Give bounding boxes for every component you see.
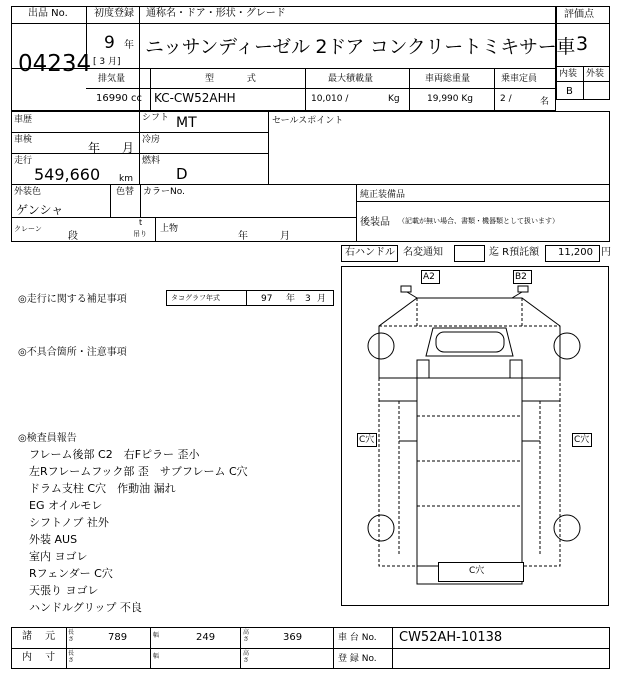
tachograph-year: 97 (261, 294, 273, 304)
inner-length-label: 長さ (68, 650, 75, 664)
specs-label: 諸 元 (22, 631, 56, 642)
mileage-value: 549,660 (34, 165, 101, 184)
inner-dims-label: 内 寸 (22, 652, 56, 663)
sales-point-label: セールスポイント (272, 116, 344, 126)
inner-width-label: 幅 (153, 653, 160, 660)
note-line: 左Rフレームフック部 歪 サブフレーム C穴 (29, 465, 248, 478)
aftermarket-note: （記載が無い場合、書類・機器類として扱います） (398, 217, 559, 225)
note-line: 室内 ヨゴレ (29, 550, 88, 563)
registration-number-label: 登 録 No. (338, 654, 377, 664)
inspector-report-label: ◎検査員報告 (18, 433, 77, 444)
inspector-notes (29, 446, 248, 616)
damage-rear-label: C穴 (469, 566, 485, 576)
damage-left-label: C穴 (359, 435, 375, 445)
max-load-label: 最大積載量 (328, 74, 374, 84)
inspection-label: 車検 (14, 135, 33, 145)
genuine-equipment-label: 純正装備品 (360, 190, 406, 200)
max-load-unit: Kg (388, 94, 400, 104)
width-label: 幅 (153, 632, 160, 639)
capacity-label: 乗車定員 (501, 74, 538, 84)
crane-stage: 段 (68, 231, 78, 242)
height-label: 高さ (243, 629, 250, 643)
model-value: KC-CW52AHH (154, 91, 236, 105)
chassis-label: 車 台 No. (338, 633, 377, 643)
registration-year: 9 (104, 33, 115, 53)
registration-year-unit: 年 (124, 40, 134, 51)
recycle-deposit-label: 迄 R預託額 (489, 247, 540, 258)
car-name: ニッサンディーゼル 2ドア コンクリートミキサー車 (145, 36, 576, 58)
color-value: ゲンシャ (16, 203, 64, 217)
tachograph-month-unit: 月 (317, 294, 327, 304)
interior-grade-label: 内装 (559, 69, 578, 79)
crane-label: クレーン (14, 225, 42, 233)
cargo-month: 月 (280, 231, 290, 242)
displacement-value: 16990 cc (96, 93, 142, 104)
handle-position: 右ハンドル (345, 247, 395, 258)
note-line: 天張り ヨゴレ (29, 584, 99, 597)
deposit-value: 11,200 (558, 247, 593, 258)
deposit-unit: 円 (601, 247, 611, 258)
crane-lift: 吊り (133, 230, 147, 238)
defects-label: ◎不具合箇所・注意事項 (18, 347, 127, 358)
color-label: 外装色 (14, 187, 42, 197)
damage-a2-label: A2 (423, 272, 435, 282)
note-line: フレーム後部 C2 右Fピラー 歪小 (29, 448, 200, 461)
lot-number-label: 出品 No. (28, 8, 68, 19)
aircon-label: 冷房 (142, 135, 161, 145)
note-line: Rフェンダー C穴 (29, 567, 113, 580)
displacement-label: 排気量 (98, 74, 126, 84)
aftermarket-label: 後装品 (360, 217, 390, 228)
note-line: EG オイルモレ (29, 499, 103, 512)
length-value: 789 (108, 632, 128, 643)
interior-grade-value: B (566, 86, 573, 97)
fuel-value: D (176, 165, 188, 183)
name-change-box (454, 245, 485, 262)
capacity-value: 2 / (500, 94, 512, 104)
color-change-label: 色替 (116, 187, 135, 197)
note-line: ハンドルグリップ 不良 (29, 601, 142, 614)
color-number-label: カラーNo. (143, 187, 185, 197)
mileage-label: 走行 (14, 156, 33, 166)
history-label: 車歴 (14, 115, 33, 125)
model-label: 型 式 (205, 74, 256, 84)
capacity-unit: 名 (540, 97, 550, 107)
mileage-unit: km (119, 174, 133, 184)
tachograph-label: タコグラフ年式 (171, 294, 220, 302)
note-line: ドラム支柱 C穴 作動油 漏れ (29, 482, 176, 495)
inner-height-label: 高さ (243, 650, 250, 664)
evaluation-label: 評価点 (564, 9, 594, 20)
fuel-label: 燃料 (142, 156, 161, 166)
damage-right-label: C穴 (574, 435, 590, 445)
gross-weight-value: 19,990 Kg (427, 94, 473, 104)
note-line: 外装 AUS (29, 533, 78, 546)
name-change-label: 名変通知 (403, 247, 443, 258)
inspection-month: 月 (122, 141, 135, 155)
shift-label: シフト (142, 113, 170, 123)
tachograph-month: 3 (305, 294, 311, 304)
max-load-value: 10,010 / (311, 94, 349, 104)
registration-month: [ 3 月] (93, 57, 121, 67)
length-label: 長さ (68, 629, 75, 643)
evaluation-score: 3 (576, 33, 589, 55)
lot-number: 04234 (18, 51, 92, 77)
car-name-label: 通称名・ドア・形状・グレード (146, 8, 286, 19)
width-value: 249 (196, 632, 216, 643)
shift-value: MT (176, 115, 197, 131)
chassis-number: CW52AH-10138 (399, 630, 503, 645)
cargo-label: 上物 (160, 224, 179, 234)
tachograph-year-unit: 年 (286, 294, 296, 304)
first-registration-label: 初度登録 (94, 8, 134, 19)
note-line: シフトノブ 社外 (29, 516, 109, 529)
height-value: 369 (283, 632, 303, 643)
inspection-year: 年 (88, 141, 101, 155)
cargo-year: 年 (238, 231, 248, 242)
crane-ton: t (139, 218, 143, 227)
exterior-grade-label: 外装 (586, 69, 605, 79)
truck-diagram (341, 266, 609, 606)
aux-notes-label: ◎走行に関する補足事項 (18, 294, 127, 305)
gross-weight-label: 車両総重量 (425, 74, 471, 84)
damage-b2-label: B2 (515, 272, 527, 282)
